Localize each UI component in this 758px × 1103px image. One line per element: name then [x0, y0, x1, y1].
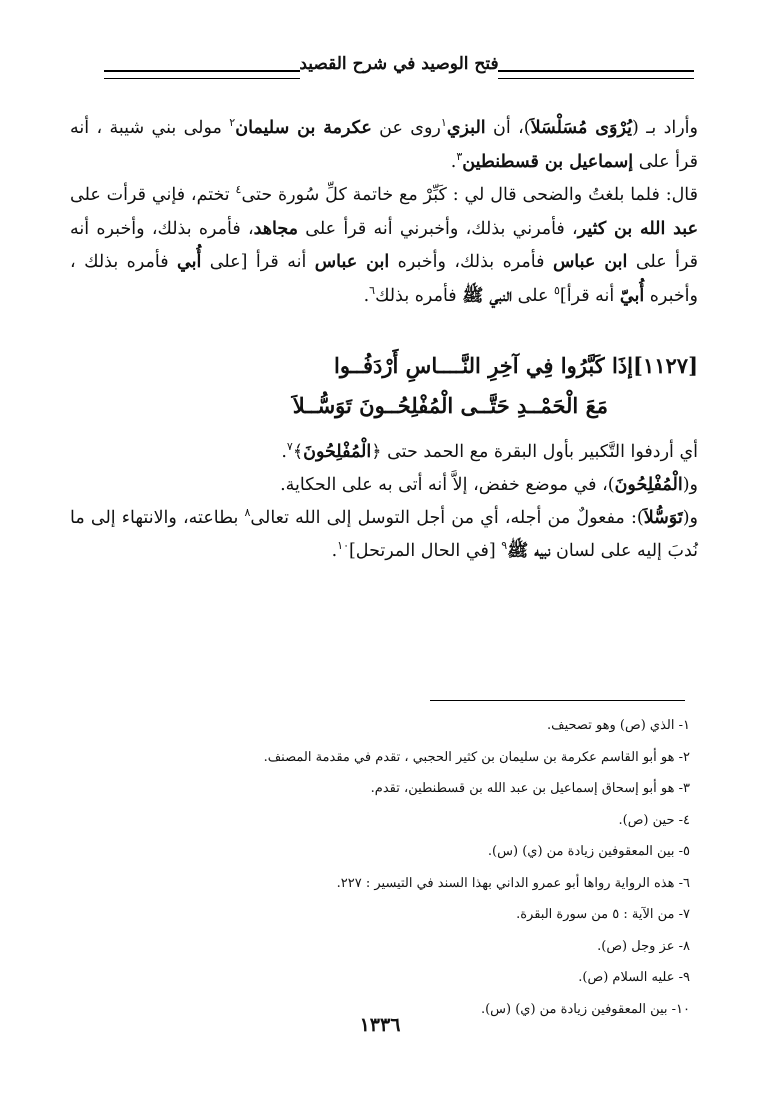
header-rule-left	[104, 70, 300, 79]
footnote-item: ٥- بين المعقوفين زيادة من (ي) (س).	[487, 844, 690, 859]
footnote-ref: ١	[440, 116, 447, 130]
footnote-item: ١- الذي (ص) وهو تصحيف.	[547, 718, 690, 733]
verse-number: [١١٢٧]	[633, 353, 698, 378]
footnote-ref: ٦	[369, 283, 376, 297]
verse-line-1: [١١٢٧]إذَا كَبَّرُوا فِي آخِرِ النَّــــاسِ أَرْدَفُــوا	[334, 353, 698, 378]
footnote-ref: ٩	[501, 539, 508, 553]
page-number: ١٣٣٦	[359, 1014, 401, 1036]
footnote-item: ٤- حين (ص).	[618, 812, 690, 828]
running-header	[104, 50, 694, 90]
poem-verse	[70, 346, 698, 426]
footnote-separator	[430, 700, 685, 701]
footnote-item: ٦- هذه الرواية رواها أبو عمرو الداني بهذا السند في التيسير : ٢٢٧.	[336, 875, 690, 891]
footnotes	[200, 710, 690, 1025]
footnote-ref: ١٠	[337, 539, 349, 553]
footnote-ref: ٤	[235, 183, 242, 197]
paragraph-2: قال: فلما بلغتُ والضحى قال لي : كَبِّرْ مع خاتمة كلِّ سُورة حتى$^٤$ تختم، فإني قرأت على عبد الله بن كثير، فأمرني بذلك، وأخبرني أنه قرأ على مجاهد، فأمره بذلك، وأخبره أنه قرأ على ابن عباس فأمره بذلك، وأخبره ابن عباس أنه قرأ [على أُبي فأمره بذلك ، وأخبره أُبيّ أنه قرأ]$^٥$ على النبي ﷺ فأمره بذلك$^٦$.	[70, 183, 699, 306]
commentary-text	[70, 436, 698, 568]
footnote-ref: ٥	[553, 283, 560, 297]
paragraph-1: وأراد بـ (يُرْوَى مُسَلْسَلاَ)، أن البزي$^١$روى عن عكرمة بن سليمان$^٢$ مولى بني شيبة ، أنه قرأ على إسماعيل بن قسطنطين$^٣$.	[70, 116, 698, 172]
commentary-paragraph-1: أي أردفوا التَّكبير بأول البقرة مع الحمد حتى ﴿الْمُفْلِحُونَ﴾$^٧$.	[281, 440, 698, 462]
footnote-item: ٣- هو أبو إسحاق إسماعيل بن عبد الله بن قسطنطين، تقدم.	[370, 781, 690, 796]
verse-line-2: مَعَ الْحَمْــدِ حَتَّــى الْمُفْلِحُــونَ تَوَسُّــلاَ	[292, 393, 608, 418]
footnote-item: ٧- من الآية : ٥ من سورة البقرة.	[516, 907, 690, 922]
header-title: فتح الوصيد في شرح القصيد	[299, 54, 499, 74]
commentary-paragraph-2: و(الْمُفْلِحُونَ)، في موضع خفض، إلاَّ أنه أتى به على الحكاية.	[280, 475, 698, 495]
commentary-paragraph-3: و(تَوَسُّلاَ): مفعولٌ من أجله، أي من أجل التوسل إلى الله تعالى$^٨$ بطاعته، والانتهاء إلى ما نُدبَ إليه على لسان نبيه ﷺ$^٩$ [في الحال المرتحل]$^{١٠}$.	[70, 506, 698, 561]
footnote-item: ١٠- بين المعقوفين زيادة من (ي) (س).	[480, 1001, 690, 1017]
main-text	[70, 112, 698, 313]
footnote-item: ٢- هو أبو القاسم عكرمة بن سليمان بن كثير الحجبي ، تقدم في مقدمة المصنف.	[263, 749, 690, 765]
footnote-item: ٩- عليه السلام (ص).	[578, 970, 690, 985]
footnote-ref: ٨	[244, 506, 251, 520]
footnote-item: ٨- عز وجل (ص).	[597, 938, 690, 954]
footnote-ref: ٣	[456, 149, 463, 163]
footnote-ref: ٢	[229, 116, 236, 130]
footnote-ref: ٧	[286, 440, 293, 454]
